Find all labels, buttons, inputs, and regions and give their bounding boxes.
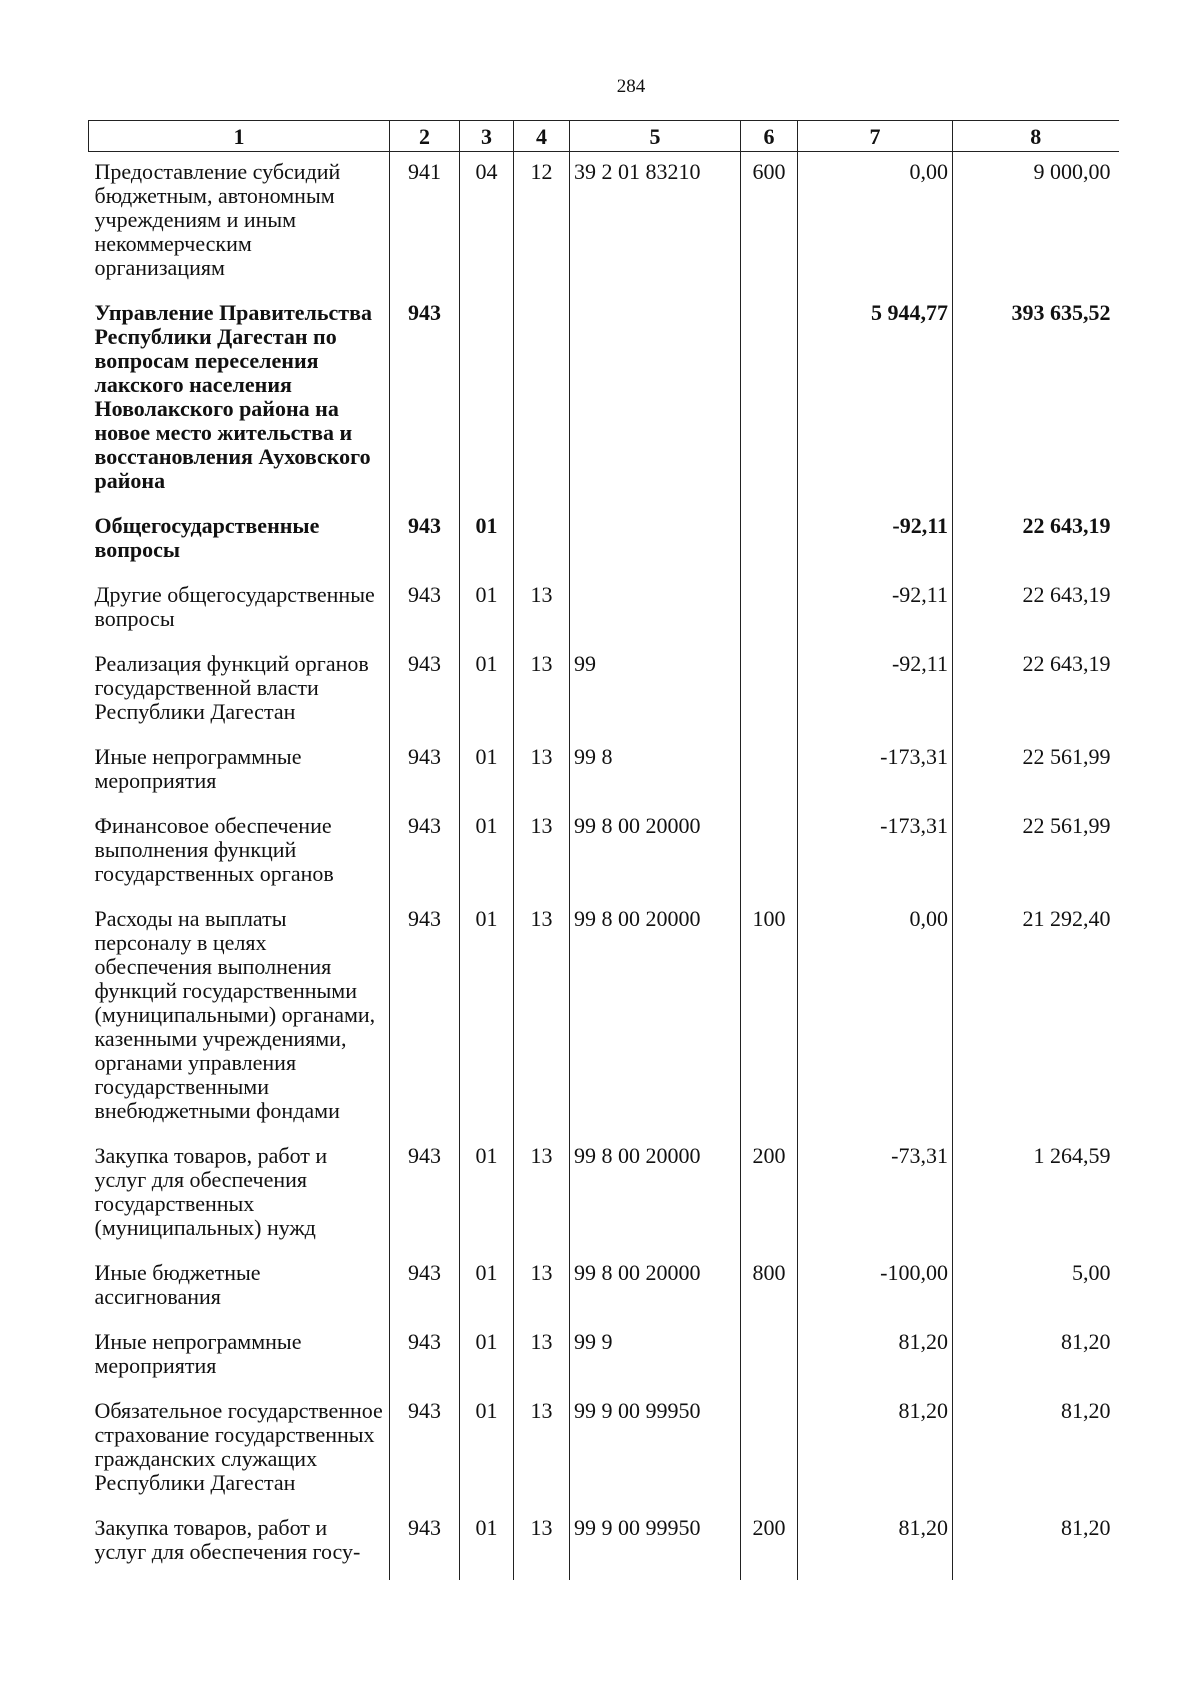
row-c6-cell — [741, 1325, 798, 1394]
row-name-cell: Общегосударственные вопросы — [94, 513, 320, 562]
row-c4-cell — [514, 296, 570, 509]
table-row — [89, 740, 1119, 809]
row-c4-cell: 13 — [514, 1325, 570, 1394]
row-c5-cell: 99 8 — [570, 740, 741, 809]
row-c8-cell: 22 643,19 — [953, 647, 1119, 740]
row-c5-cell — [570, 296, 741, 509]
row-c8-cell: 22 643,19 — [953, 509, 1119, 578]
row-c4-cell: 13 — [514, 578, 570, 647]
row-c4-cell: 13 — [514, 902, 570, 1139]
row-c3-cell: 01 — [460, 578, 514, 647]
row-c8-cell: 22 643,19 — [953, 578, 1119, 647]
row-name-cell: Расходы на выплаты персоналу в целях обеспечения выполнения функций государственными (муниципальными) органами, казенными учреждениями, органами управления государственными внебюджетными фондами — [94, 906, 376, 1123]
row-c3-cell: 01 — [460, 1511, 514, 1580]
row-c5-cell: 99 8 00 20000 — [570, 902, 741, 1139]
row-c2-cell: 943 — [390, 809, 460, 902]
row-c7-cell: -173,31 — [798, 809, 953, 902]
header-col-4: 4 — [514, 121, 570, 152]
row-c4-cell: 13 — [514, 1139, 570, 1256]
row-c3-cell: 01 — [460, 1325, 514, 1394]
row-name-cell: Закупка товаров, работ и услуг для обеспечения госу- — [94, 1515, 361, 1564]
row-c3-cell: 01 — [460, 647, 514, 740]
table-row — [89, 152, 1119, 297]
row-c2-cell: 943 — [390, 1325, 460, 1394]
row-c2-cell: 943 — [390, 1394, 460, 1511]
row-c5-cell — [570, 578, 741, 647]
row-c7-cell: 81,20 — [798, 1511, 953, 1580]
row-c6-cell: 800 — [741, 1256, 798, 1325]
table-row — [89, 296, 1119, 509]
row-name-cell: Управление Правительства Республики Дагестан по вопросам переселения лакского населения Новолакского района на новое место жительства и восстановления Ауховского района — [94, 300, 372, 493]
row-c4-cell: 13 — [514, 1256, 570, 1325]
row-c2-cell: 943 — [390, 1256, 460, 1325]
row-c8-cell: 5,00 — [953, 1256, 1119, 1325]
row-c8-cell: 81,20 — [953, 1325, 1119, 1394]
row-name-cell: Предоставление субсидий бюджетным, автономным учреждениям и иным некоммерческим организациям — [94, 159, 341, 280]
table-row — [89, 647, 1119, 740]
row-c6-cell — [741, 809, 798, 902]
row-c7-cell: -92,11 — [798, 647, 953, 740]
table-row — [89, 1394, 1119, 1511]
row-c2-cell: 943 — [390, 578, 460, 647]
header-col-2: 2 — [390, 121, 460, 152]
row-c4-cell: 13 — [514, 1394, 570, 1511]
row-c7-cell: 0,00 — [798, 152, 953, 297]
row-c7-cell: -100,00 — [798, 1256, 953, 1325]
row-c3-cell: 01 — [460, 1394, 514, 1511]
row-c7-cell: 0,00 — [798, 902, 953, 1139]
row-c5-cell: 99 8 00 20000 — [570, 1139, 741, 1256]
row-name-cell: Реализация функций органов государственной власти Республики Дагестан — [94, 651, 369, 724]
row-c4-cell — [514, 509, 570, 578]
table-row — [89, 1511, 1119, 1580]
row-c6-cell — [741, 296, 798, 509]
row-name-cell: Иные бюджетные ассигнования — [94, 1260, 261, 1309]
row-c2-cell: 943 — [390, 902, 460, 1139]
row-c3-cell: 01 — [460, 740, 514, 809]
budget-table — [88, 120, 1119, 1580]
row-c6-cell: 600 — [741, 152, 798, 297]
row-c5-cell: 99 9 — [570, 1325, 741, 1394]
row-c4-cell: 13 — [514, 1511, 570, 1580]
row-c8-cell: 81,20 — [953, 1511, 1119, 1580]
table-header — [89, 121, 1119, 152]
row-c5-cell: 99 — [570, 647, 741, 740]
row-c3-cell: 01 — [460, 1139, 514, 1256]
row-c4-cell: 13 — [514, 740, 570, 809]
row-c8-cell: 9 000,00 — [953, 152, 1119, 297]
row-c2-cell: 943 — [390, 1511, 460, 1580]
row-c5-cell: 99 9 00 99950 — [570, 1394, 741, 1511]
row-c3-cell — [460, 296, 514, 509]
row-c6-cell — [741, 509, 798, 578]
row-c5-cell: 99 8 00 20000 — [570, 809, 741, 902]
row-c5-cell: 39 2 01 83210 — [570, 152, 741, 297]
row-c7-cell: 81,20 — [798, 1325, 953, 1394]
row-name-cell: Другие общегосударственные вопросы — [94, 582, 375, 631]
header-col-8: 8 — [953, 121, 1119, 152]
header-col-7: 7 — [798, 121, 953, 152]
header-col-1: 1 — [89, 121, 390, 152]
row-c4-cell: 12 — [514, 152, 570, 297]
row-c2-cell: 941 — [390, 152, 460, 297]
row-c6-cell: 200 — [741, 1511, 798, 1580]
row-c8-cell: 22 561,99 — [953, 809, 1119, 902]
row-c5-cell: 99 8 00 20000 — [570, 1256, 741, 1325]
table-row — [89, 902, 1119, 1139]
row-c8-cell: 393 635,52 — [953, 296, 1119, 509]
table-row — [89, 1325, 1119, 1394]
row-c6-cell: 100 — [741, 902, 798, 1139]
row-c4-cell: 13 — [514, 809, 570, 902]
header-col-3: 3 — [460, 121, 514, 152]
row-c3-cell: 01 — [460, 809, 514, 902]
row-c7-cell: -73,31 — [798, 1139, 953, 1256]
row-c2-cell: 943 — [390, 1139, 460, 1256]
header-row — [89, 121, 1119, 152]
row-c8-cell: 81,20 — [953, 1394, 1119, 1511]
table-row — [89, 509, 1119, 578]
table-row — [89, 809, 1119, 902]
row-c5-cell — [570, 509, 741, 578]
row-c3-cell: 01 — [460, 902, 514, 1139]
row-c7-cell: -92,11 — [798, 578, 953, 647]
row-c8-cell: 21 292,40 — [953, 902, 1119, 1139]
table-row — [89, 578, 1119, 647]
row-c7-cell: 81,20 — [798, 1394, 953, 1511]
row-name-cell: Обязательное государственное страхование государственных гражданских служащих Республики Дагестан — [94, 1398, 383, 1495]
row-c3-cell: 04 — [460, 152, 514, 297]
row-name-cell: Иные непрограммные мероприятия — [94, 744, 302, 793]
row-c2-cell: 943 — [390, 647, 460, 740]
row-c2-cell: 943 — [390, 509, 460, 578]
row-c7-cell: 5 944,77 — [798, 296, 953, 509]
row-c6-cell — [741, 740, 798, 809]
row-name-cell: Финансовое обеспечение выполнения функций государственных органов — [94, 813, 334, 886]
row-c4-cell: 13 — [514, 647, 570, 740]
row-c7-cell: -173,31 — [798, 740, 953, 809]
row-c6-cell — [741, 647, 798, 740]
header-col-6: 6 — [741, 121, 798, 152]
row-c8-cell: 1 264,59 — [953, 1139, 1119, 1256]
row-c5-cell: 99 9 00 99950 — [570, 1511, 741, 1580]
table-row — [89, 1256, 1119, 1325]
table-body — [89, 152, 1119, 1581]
row-name-cell: Иные непрограммные мероприятия — [94, 1329, 302, 1378]
row-c6-cell — [741, 578, 798, 647]
row-c6-cell — [741, 1394, 798, 1511]
row-c2-cell: 943 — [390, 740, 460, 809]
row-c3-cell: 01 — [460, 1256, 514, 1325]
row-c6-cell: 200 — [741, 1139, 798, 1256]
row-name-cell: Закупка товаров, работ и услуг для обеспечения государственных (муниципальных) нужд — [94, 1143, 328, 1240]
row-c7-cell: -92,11 — [798, 509, 953, 578]
row-c8-cell: 22 561,99 — [953, 740, 1119, 809]
row-c2-cell: 943 — [390, 296, 460, 509]
row-c3-cell: 01 — [460, 509, 514, 578]
table-row — [89, 1139, 1119, 1256]
page-number: 284 — [616, 76, 646, 97]
header-col-5: 5 — [570, 121, 741, 152]
